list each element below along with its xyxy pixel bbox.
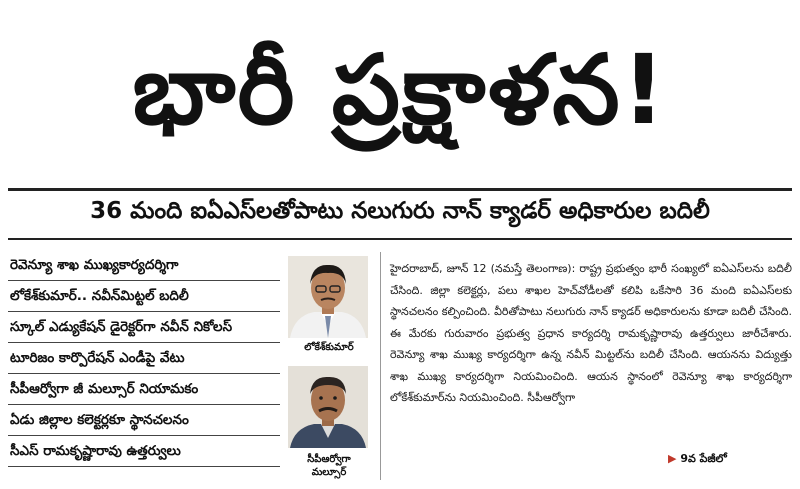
highlight-item: స్కూల్ ఎడ్యుకేషన్ డైరెక్టర్‌గా నవీన్ నికోలస్ <box>8 312 280 343</box>
portrait-photo-malsur <box>288 366 368 448</box>
headline-divider <box>8 188 792 191</box>
highlight-item: రెవెన్యూ శాఖ ముఖ్యకార్యదర్శిగా <box>8 250 280 281</box>
photo-caption-malsur-line1: సీపీఆర్వోగా <box>307 454 351 465</box>
continuation-note <box>668 452 727 468</box>
headline: భారీ ప్రక్షాళన! <box>132 34 668 146</box>
subheadline-divider <box>8 238 792 240</box>
photo-caption-malsur <box>284 453 374 479</box>
highlight-item: సీఎస్ రామకృష్ణారావు ఉత్తర్వులు <box>8 436 280 467</box>
highlight-item: లోకేశ్‌కుమార్.. నవీన్‌మిట్టల్ బదిలీ <box>8 281 280 312</box>
highlight-item: ఏడు జిల్లాల కలెక్టర్లకూ స్థానచలనం <box>8 405 280 436</box>
article-paragraph: హైదరాబాద్, జూన్ 12 (నమస్తే తెలంగాణ): రాష్ట్ర ప్రభుత్వం భారీ సంఖ్యలో ఐఏఎస్‌లను బదిలీ చేసింది. జిల్లా కలెక్టర్లు, పలు శాఖల హెచ్‌వోడీలతో కలిపి ఒకేసారి 36 మంది ఐఏఎస్‌లకు స్థానచలనం కల్పించింది. వీరితోపాటు నలుగురు నాన్ క్యాడర్ అధికారులను కూడా బదిలీ చేసింది. ఈ మేరకు గురువారం ప్రభుత్వ ప్రధాన కార్యదర్శి రామకృష్ణారావు ఉత్తర్వులు జారీచేశారు. రెవెన్యూ శాఖ ముఖ్య కార్యదర్శిగా ఉన్న నవీన్ మిట్టల్‌ను బదిలీ చేసింది. ఆయనను విద్యుత్తు శాఖ ముఖ్య కార్యదర్శిగా నియమించింది. ఆయన స్థానంలో రెవెన్యూ శాఖ కార్యదర్శిగా లోకేశ్‌కుమార్‌ను నియమించింది. సీపీఆర్వోగా <box>390 262 792 404</box>
highlight-item: టూరిజం కార్పొరేషన్ ఎండీపై వేటు <box>8 343 280 374</box>
highlights-list <box>8 250 280 467</box>
photo-caption-malsur-line2: మల్సూర్ <box>311 467 347 478</box>
portrait-photo-lokesh-kumar <box>288 256 368 338</box>
column-divider <box>380 252 381 480</box>
photo-caption-lokesh-kumar: లోకేశ్‌కుమార్ <box>304 342 354 353</box>
highlight-item: సీపీఆర్వోగా జీ మల్సూర్ నియామకం <box>8 374 280 405</box>
subheadline: 36 మంది ఐఏఎస్‌లతోపాటు నలుగురు నాన్ క్యాడర్ అధికారుల బదిలీ <box>90 198 710 224</box>
article-body <box>390 258 792 409</box>
continuation-label: 9వ పేజీలో <box>680 452 727 465</box>
continuation-arrow-icon: ▶ <box>668 452 677 465</box>
